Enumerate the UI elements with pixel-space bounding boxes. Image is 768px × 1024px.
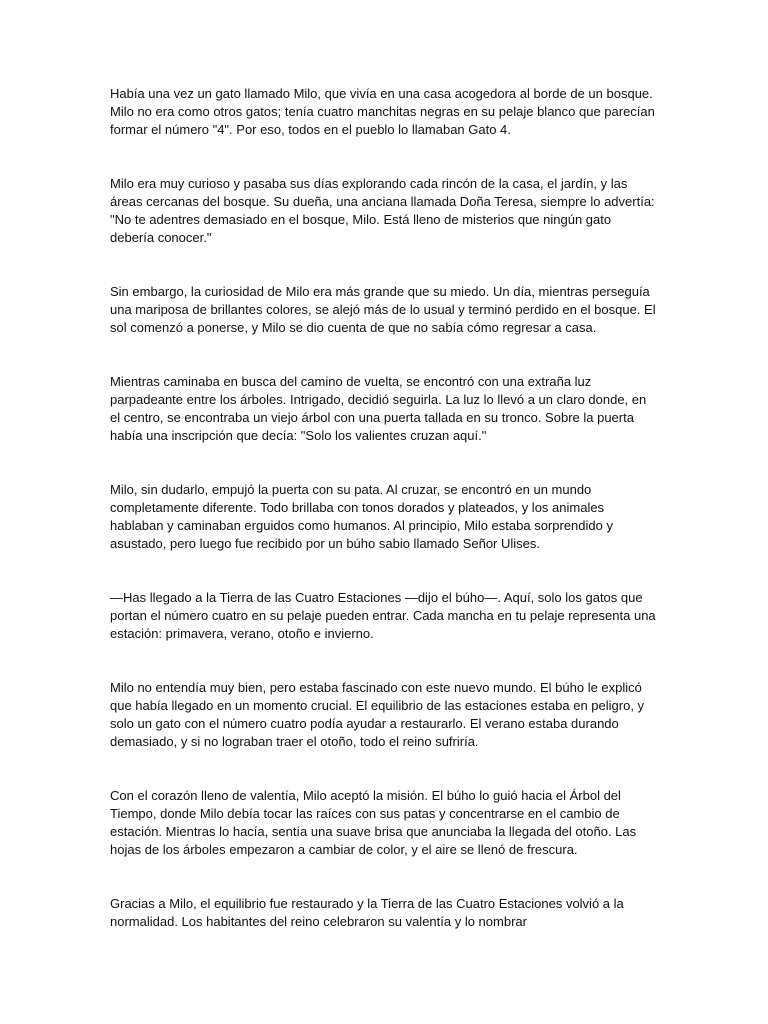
document-body (110, 85, 658, 967)
paragraph-4: Mientras caminaba en busca del camino de vuelta, se encontró con una extraña luz parpadeante entre los árboles. Intrigado, decidió seguirla. La luz lo llevó a un claro donde, en el centro, se encontraba un viejo árbol con una puerta tallada en su tronco. Sobre la puerta había una inscripción que decía: "Solo los valientes cruzan aquí." (110, 374, 647, 443)
paragraph-8: Con el corazón lleno de valentía, Milo aceptó la misión. El búho lo guió hacia el Árbol del Tiempo, donde Milo debía tocar las raíces con sus patas y concentrarse en el cambio de estación. Mientras lo hacía, sentía una suave brisa que anunciaba la llegada del otoño. Las hojas de los árboles empezaron a cambiar de color, y el aire se llenó de frescura. (110, 788, 637, 857)
paragraph-1: Había una vez un gato llamado Milo, que vivía en una casa acogedora al borde de un bosque. Milo no era como otros gatos; tenía cuatro manchitas negras en su pelaje blanco que parecían formar el número "4". Por eso, todos en el pueblo lo llamaban Gato 4. (110, 86, 655, 137)
paragraph-3: Sin embargo, la curiosidad de Milo era más grande que su miedo. Un día, mientras perseguía una mariposa de brillantes colores, se alejó más de lo usual y terminó perdido en el bosque. El sol comenzó a ponerse, y Milo se dio cuenta de que no sabía cómo regresar a casa. (110, 284, 656, 335)
paragraph-5: Milo, sin dudarlo, empujó la puerta con su pata. Al cruzar, se encontró en un mundo completamente diferente. Todo brillaba con tonos dorados y plateados, y los animales hablaban y caminaban erguidos como humanos. Al principio, Milo estaba sorprendido y asustado, pero luego fue recibido por un búho sabio llamado Señor Ulises. (110, 482, 613, 551)
paragraph-2: Milo era muy curioso y pasaba sus días explorando cada rincón de la casa, el jardín, y las áreas cercanas del bosque. Su dueña, una anciana llamada Doña Teresa, siempre lo advertía: "No te adentres demasiado en el bosque, Milo. Está lleno de misterios que ningún gato debería conocer." (110, 176, 655, 245)
paragraph-9: Gracias a Milo, el equilibrio fue restaurado y la Tierra de las Cuatro Estaciones volvió a la normalidad. Los habitantes del reino celebraron su valentía y lo nombrar (110, 896, 624, 929)
paragraph-7: Milo no entendía muy bien, pero estaba fascinado con este nuevo mundo. El búho le explicó que había llegado en un momento crucial. El equilibrio de las estaciones estaba en peligro, y solo un gato con el número cuatro podía ayudar a restaurarlo. El verano estaba durando demasiado, y si no lograban traer el otoño, todo el reino sufriría. (110, 680, 645, 749)
paragraph-6: —Has llegado a la Tierra de las Cuatro Estaciones —dijo el búho—. Aquí, solo los gatos que portan el número cuatro en su pelaje pueden entrar. Cada mancha en tu pelaje representa una estación: primavera, verano, otoño e invierno. (110, 590, 656, 641)
